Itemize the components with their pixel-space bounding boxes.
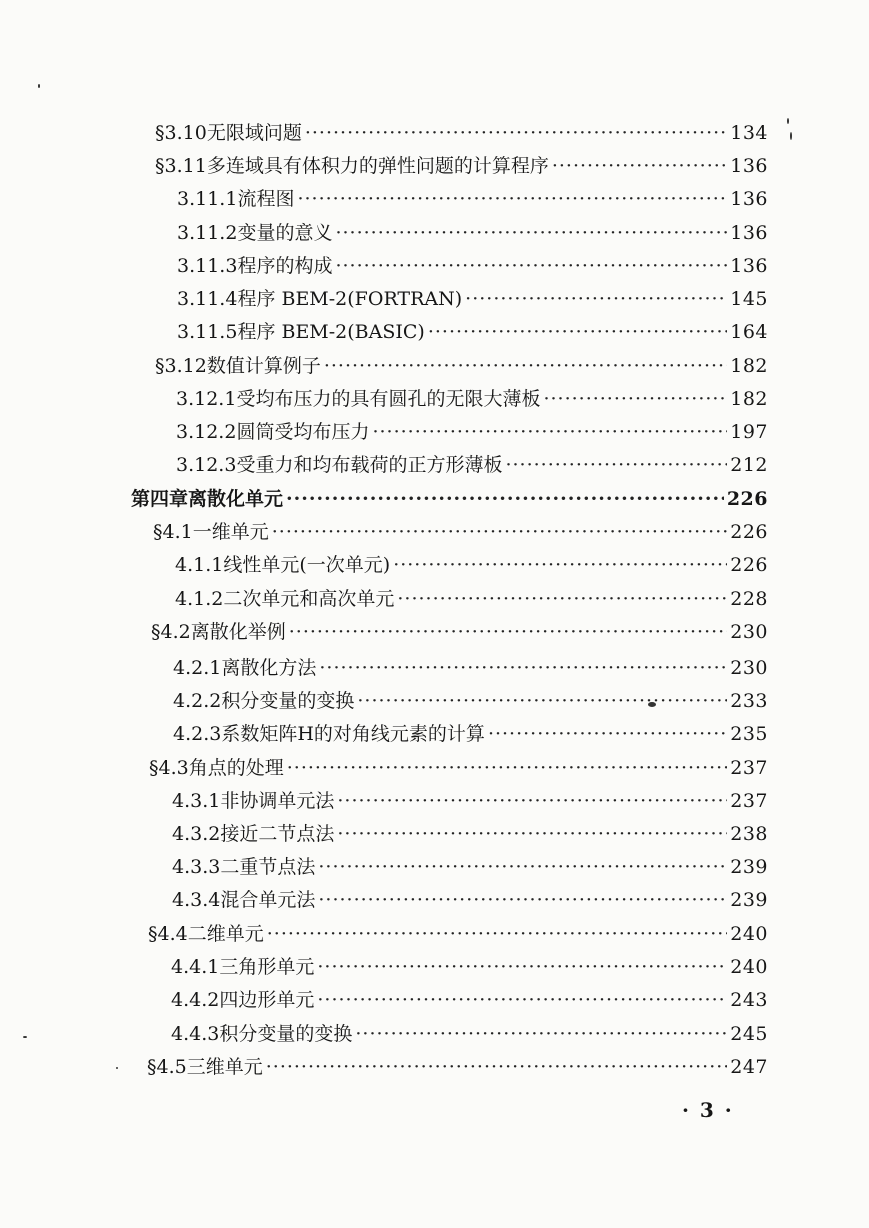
entry-title: 二次单元和高次单元 bbox=[223, 588, 395, 610]
entry-title: 三角形单元 bbox=[219, 956, 315, 978]
entry-title: 线性单元(一次单元) bbox=[223, 554, 391, 576]
entry-number: 4.2.3 bbox=[173, 723, 222, 745]
toc-subsection bbox=[177, 187, 768, 211]
entry-page: 235 bbox=[730, 723, 768, 745]
entry-title: 受均布压力的具有圆孔的无限大薄板 bbox=[236, 388, 541, 410]
entry-page: 226 bbox=[730, 521, 768, 543]
toc-subsection bbox=[171, 988, 768, 1012]
entry-page: 239 bbox=[730, 889, 768, 911]
entry-title: 一维单元 bbox=[192, 521, 269, 543]
leader-dots bbox=[543, 387, 727, 411]
entry-number: §3.11 bbox=[155, 155, 207, 177]
leader-dots bbox=[289, 620, 728, 644]
toc-subsection bbox=[172, 822, 768, 846]
toc-subsection bbox=[173, 656, 768, 680]
toc-subsection bbox=[171, 1022, 768, 1046]
entry-title: 三维单元 bbox=[186, 1056, 263, 1078]
entry-title: 积分变量的变换 bbox=[221, 690, 355, 712]
entry-number: 3.11.5 bbox=[177, 321, 238, 343]
entry-title: 系数矩阵H的对角线元素的计算 bbox=[221, 723, 485, 745]
toc-subsection bbox=[177, 320, 768, 344]
toc-section bbox=[155, 354, 768, 378]
toc-section bbox=[153, 520, 768, 544]
entry-title: 变量的意义 bbox=[237, 222, 333, 244]
entry-number: 4.4.2 bbox=[171, 989, 220, 1011]
entry-page: 245 bbox=[730, 1023, 768, 1045]
entry-number: 4.3.4 bbox=[172, 889, 221, 911]
leader-dots bbox=[267, 922, 728, 946]
entry-page: 230 bbox=[730, 657, 768, 679]
toc-subsection bbox=[173, 722, 768, 746]
entry-number: 4.4.1 bbox=[171, 956, 220, 978]
entry-number: 3.11.1 bbox=[177, 188, 238, 210]
entry-page: 237 bbox=[730, 757, 768, 779]
leader-dots bbox=[266, 1055, 728, 1079]
leader-dots bbox=[428, 320, 727, 344]
leader-dots bbox=[287, 756, 728, 780]
entry-page: 182 bbox=[730, 355, 768, 377]
scan-speck bbox=[116, 1067, 118, 1069]
toc-section bbox=[155, 121, 768, 145]
toc-section bbox=[151, 620, 768, 644]
entry-number: §4.1 bbox=[153, 521, 193, 543]
toc-subsection bbox=[177, 254, 768, 278]
entry-number: 4.3.3 bbox=[172, 856, 221, 878]
entry-title: 程序 BEM-2(BASIC) bbox=[237, 321, 425, 343]
entry-title: 程序的构成 bbox=[237, 255, 333, 277]
leader-dots bbox=[465, 287, 727, 311]
entry-number: 4.2.2 bbox=[173, 690, 222, 712]
entry-number: 4.1.1 bbox=[175, 554, 224, 576]
entry-title: 角点的处理 bbox=[188, 757, 284, 779]
entry-page: 226 bbox=[730, 554, 768, 576]
scan-speck bbox=[38, 84, 40, 88]
entry-page: 238 bbox=[730, 823, 768, 845]
entry-title: 离散化举例 bbox=[190, 621, 286, 643]
leader-dots bbox=[335, 254, 727, 278]
entry-number: 4.1.2 bbox=[175, 588, 224, 610]
entry-number: §4.3 bbox=[149, 757, 189, 779]
entry-number: 4.4.3 bbox=[171, 1023, 220, 1045]
entry-title: 二维单元 bbox=[187, 923, 264, 945]
entry-page: 240 bbox=[730, 923, 768, 945]
entry-page: 247 bbox=[730, 1056, 768, 1078]
scan-speck bbox=[23, 1036, 27, 1038]
entry-title: 数值计算例子 bbox=[206, 355, 321, 377]
entry-number: 3.11.3 bbox=[177, 255, 238, 277]
entry-title: 程序 BEM-2(FORTRAN) bbox=[237, 288, 463, 310]
entry-page: 182 bbox=[730, 388, 768, 410]
entry-title: 离散化单元 bbox=[188, 488, 284, 510]
toc-section bbox=[149, 756, 768, 780]
leader-dots bbox=[397, 587, 727, 611]
entry-page: 136 bbox=[730, 255, 768, 277]
leader-dots bbox=[324, 354, 727, 378]
leader-dots bbox=[317, 955, 727, 979]
entry-title: 离散化方法 bbox=[221, 657, 317, 679]
leader-dots bbox=[305, 121, 727, 145]
leader-dots bbox=[272, 520, 728, 544]
page-number: · 3 · bbox=[682, 1098, 734, 1122]
toc-subsection bbox=[176, 453, 768, 477]
leader-dots bbox=[319, 656, 727, 680]
entry-page: 164 bbox=[730, 321, 768, 343]
leader-dots bbox=[552, 154, 727, 178]
entry-title: 混合单元法 bbox=[220, 889, 316, 911]
entry-title: 非协调单元法 bbox=[220, 790, 335, 812]
entry-number: 第四章 bbox=[131, 488, 189, 510]
entry-title: 流程图 bbox=[237, 188, 295, 210]
leader-dots bbox=[318, 888, 727, 912]
entry-number: 4.3.2 bbox=[172, 823, 221, 845]
entry-number: §4.4 bbox=[148, 923, 188, 945]
leader-dots bbox=[337, 789, 727, 813]
entry-page: 134 bbox=[730, 122, 768, 144]
entry-page: 226 bbox=[726, 488, 768, 510]
toc-section bbox=[155, 154, 768, 178]
entry-page: 230 bbox=[730, 621, 768, 643]
entry-title: 接近二节点法 bbox=[220, 823, 335, 845]
entry-page: 145 bbox=[730, 288, 768, 310]
entry-title: 四边形单元 bbox=[219, 989, 315, 1011]
entry-title: 积分变量的变换 bbox=[219, 1023, 353, 1045]
entry-title: 无限域问题 bbox=[206, 122, 302, 144]
toc-subsection bbox=[175, 553, 768, 577]
entry-number: 3.11.4 bbox=[177, 288, 238, 310]
entry-title: 多连域具有体积力的弹性问题的计算程序 bbox=[206, 155, 549, 177]
entry-page: 136 bbox=[730, 155, 768, 177]
entry-page: 212 bbox=[730, 454, 768, 476]
toc-subsection bbox=[172, 789, 768, 813]
entry-page: 136 bbox=[730, 222, 768, 244]
toc-subsection bbox=[172, 855, 768, 879]
leader-dots bbox=[317, 988, 727, 1012]
entry-number: §3.12 bbox=[155, 355, 207, 377]
scan-speck bbox=[790, 132, 792, 140]
toc-subsection bbox=[176, 387, 768, 411]
entry-page: 233 bbox=[730, 690, 768, 712]
toc-subsection bbox=[177, 287, 768, 311]
entry-page: 239 bbox=[730, 856, 768, 878]
toc-section bbox=[147, 1055, 768, 1079]
entry-number: 3.11.2 bbox=[177, 222, 238, 244]
entry-title: 二重节点法 bbox=[220, 856, 316, 878]
leader-dots bbox=[335, 221, 727, 245]
leader-dots bbox=[297, 187, 727, 211]
scan-speck bbox=[648, 702, 656, 707]
entry-number: 3.12.2 bbox=[176, 421, 237, 443]
entry-page: 243 bbox=[730, 989, 768, 1011]
entry-number: §4.5 bbox=[147, 1056, 187, 1078]
toc-subsection bbox=[172, 888, 768, 912]
leader-dots bbox=[357, 689, 727, 713]
leader-dots bbox=[318, 855, 727, 879]
entry-number: 3.12.3 bbox=[176, 454, 237, 476]
toc-subsection bbox=[177, 221, 768, 245]
entry-page: 136 bbox=[730, 188, 768, 210]
entry-page: 197 bbox=[730, 421, 768, 443]
entry-number: §3.10 bbox=[155, 122, 207, 144]
entry-number: 4.3.1 bbox=[172, 790, 221, 812]
toc-section bbox=[148, 922, 768, 946]
toc-subsection bbox=[175, 587, 768, 611]
entry-number: 4.2.1 bbox=[173, 657, 222, 679]
toc-subsection bbox=[171, 955, 768, 979]
leader-dots bbox=[488, 722, 727, 746]
toc-chapter bbox=[131, 487, 768, 511]
leader-dots bbox=[393, 553, 727, 577]
leader-dots bbox=[505, 453, 727, 477]
entry-number: §4.2 bbox=[151, 621, 191, 643]
leader-dots bbox=[372, 420, 727, 444]
leader-dots bbox=[286, 487, 724, 511]
leader-dots bbox=[355, 1022, 727, 1046]
toc-subsection bbox=[176, 420, 768, 444]
entry-page: 240 bbox=[730, 956, 768, 978]
entry-page: 237 bbox=[730, 790, 768, 812]
toc-subsection bbox=[173, 689, 768, 713]
entry-page: 228 bbox=[730, 588, 768, 610]
leader-dots bbox=[337, 822, 727, 846]
scan-speck bbox=[787, 118, 789, 124]
entry-number: 3.12.1 bbox=[176, 388, 237, 410]
entry-title: 受重力和均布载荷的正方形薄板 bbox=[236, 454, 503, 476]
entry-title: 圆筒受均布压力 bbox=[236, 421, 370, 443]
